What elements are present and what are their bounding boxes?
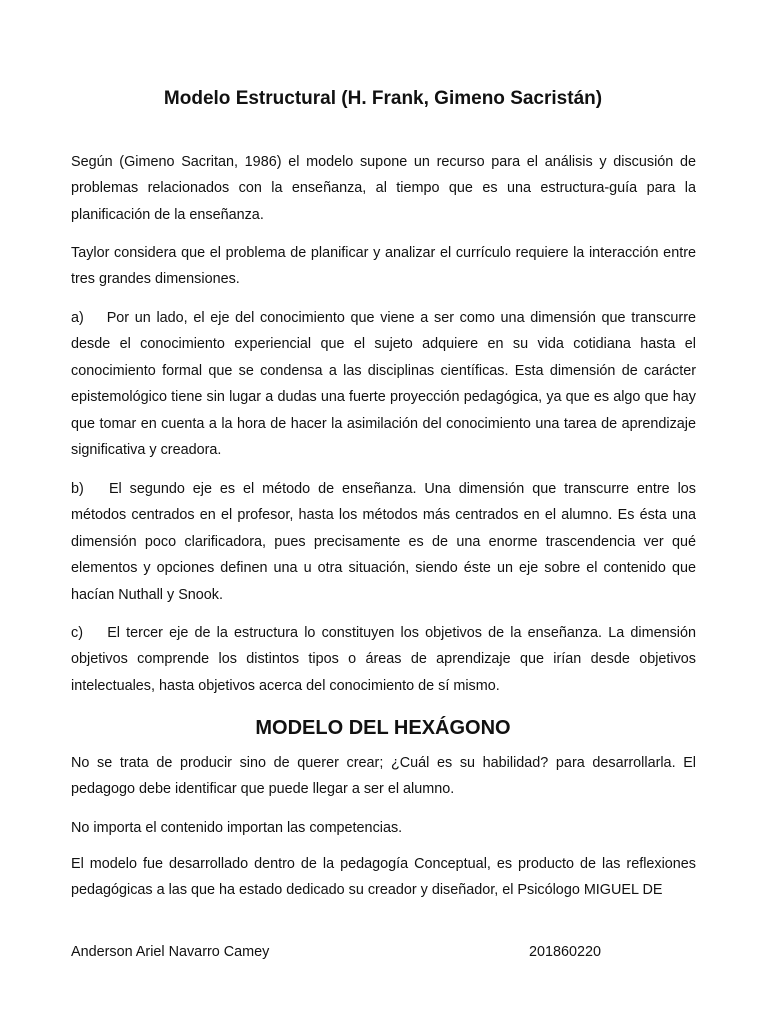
list-item-c	[71, 620, 696, 699]
list-item-label: b)	[71, 481, 84, 497]
section-paragraph: El modelo fue desarrollado dentro de la pedagogía Conceptual, es producto de las reflexiones pedagógicas a las que ha estado dedicado su creador y diseñador, el Psicólogo MIGUEL DE	[71, 856, 696, 899]
taylor-paragraph: Taylor considera que el problema de planificar y analizar el currículo requiere la interacción entre tres grandes dimensiones.	[71, 245, 696, 288]
section-paragraph: No importa el contenido importan las competencias.	[71, 820, 403, 836]
list-item-a	[71, 305, 696, 463]
list-item-text: El tercer eje de la estructura lo constituyen los objetivos de la enseñanza. La dimensión objetivos comprende los distintos tipos o áreas de aprendizaje que irían desde objetivos intelectuales, hasta objetivos acerca del conocimiento de sí mismo.	[71, 625, 696, 694]
list-item-label: c)	[71, 625, 83, 641]
list-item-text: Por un lado, el eje del conocimiento que viene a ser como una dimensión que transcurre desde el conocimiento experiencial que el sujeto adquiere en su vida cotidiana hasta el conocimiento formal que se condensa a las disciplinas científicas. Esta dimensión de carácter epistemológico tiene sin lugar a dudas una fuerte proyección pedagógica, ya que es algo que hay que tomar en cuenta a la hora de hacer la asimilación del conocimiento una tarea de aprendizaje significativa y creadora.	[71, 310, 697, 459]
section-paragraph: No se trata de producir sino de querer crear; ¿Cuál es su habilidad? para desarrollarla. El pedagogo debe identificar que puede llegar a ser el alumno.	[71, 755, 696, 798]
footer-author: Anderson Ariel Navarro Camey	[71, 944, 270, 960]
intro-paragraph: Según (Gimeno Sacritan, 1986) el modelo supone un recurso para el análisis y discusión de problemas relacionados con la enseñanza, al tiempo que es una estructura-guía para la planificación de la enseñanza.	[71, 154, 696, 223]
list-item-b	[71, 476, 696, 608]
list-item-text: El segundo eje es el método de enseñanza. Una dimensión que transcurre entre los métodos centrados en el profesor, hasta los métodos más centrados en el alumno. Es ésta una dimensión poco clarificadora, pues precisamente es de una enorme trascendencia ver qué elementos y opciones definen una u otra situación, siendo éste un eje sobre el contenido que hacían Nuthall y Snook.	[71, 481, 696, 603]
page-title: Modelo Estructural (H. Frank, Gimeno Sacristán)	[163, 88, 603, 109]
footer-student-id: 201860220	[529, 944, 602, 960]
section-heading: MODELO DEL HEXÁGONO	[255, 717, 511, 739]
list-item-label: a)	[71, 310, 84, 326]
